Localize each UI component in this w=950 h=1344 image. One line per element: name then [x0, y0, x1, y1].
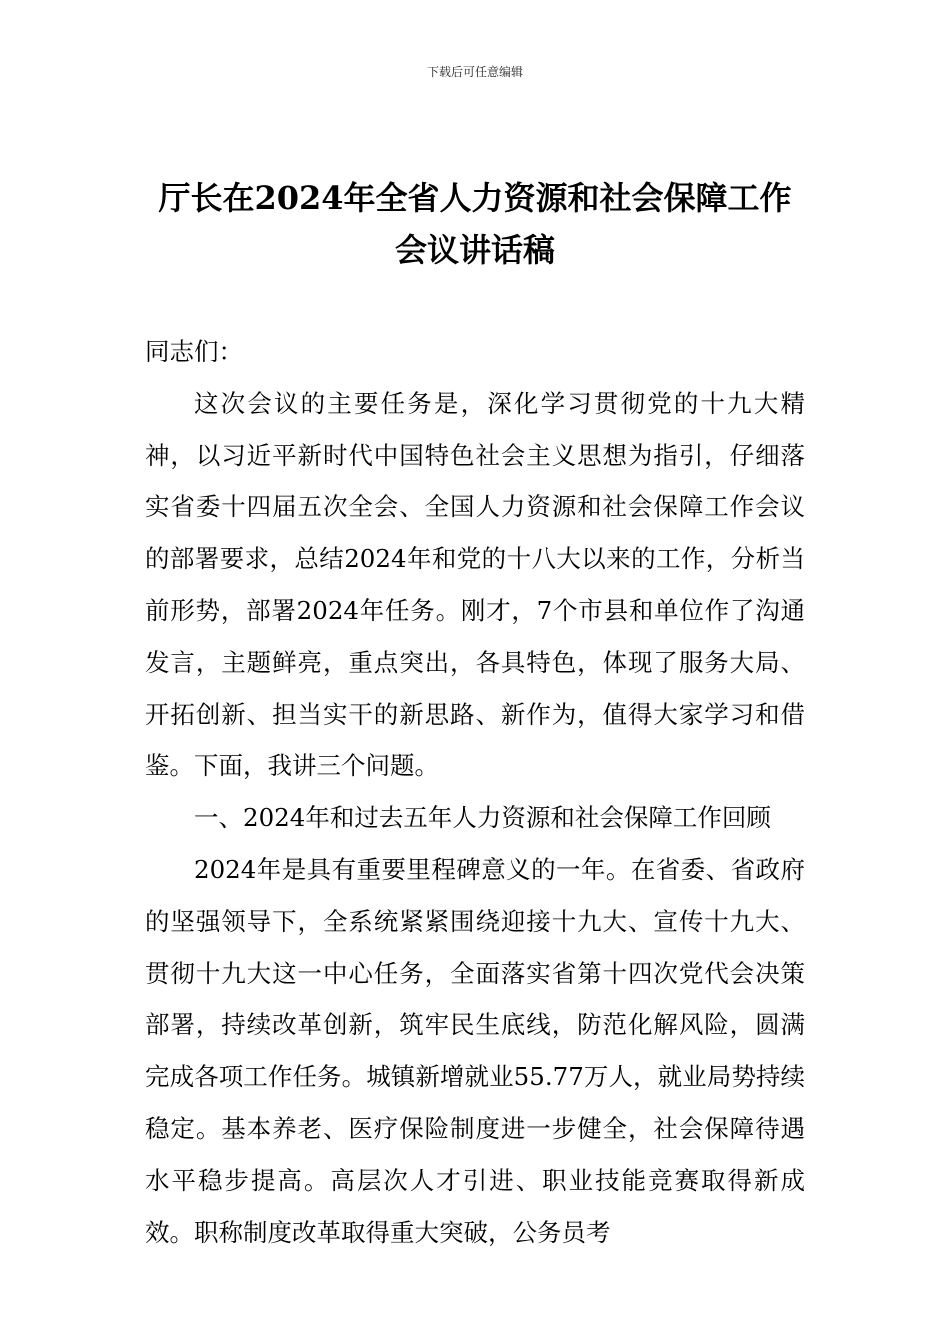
paragraph-intro: 这次会议的主要任务是，深化学习贯彻党的十九大精神，以习近平新时代中国特色社会主义思想为指引，仔细落实省委十四届五次全会、全国人力资源和社会保障工作会议的部署要求，总结2024年和党的十八大以来的工作，分析当前形势，部署2024年任务。刚才，7个市县和单位作了沟通发言，主题鲜亮，重点突出，各具特色，体现了服务大局、开拓创新、担当实干的新思路、新作为，值得大家学习和借鉴。下面，我讲三个问题。 [145, 388, 805, 781]
salutation: 同志们： [145, 337, 243, 366]
document-body [145, 326, 805, 1258]
section-heading-1: 一、2024年和过去五年人力资源和社会保障工作回顾 [194, 803, 771, 833]
paragraph-review: 2024年是具有重要里程碑意义的一年。在省委、省政府的坚强领导下，全系统紧紧围绕迎接十九大、宣传十九大、贯彻十九大这一中心任务，全面落实省第十四次党代会决策部署，持续改革创新，筑牢民生底线，防范化解风险，圆满完成各项工作任务。城镇新增就业55.77万人，就业局势持续稳定。基本养老、医疗保险制度进一步健全，社会保障待遇水平稳步提高。高层次人才引进、职业技能竞赛取得新成效。职称制度改革取得重大突破，公务员考 [145, 854, 805, 1247]
document-title: 厅长在2024年全省人力资源和社会保障工作会议讲话稿 [158, 179, 792, 269]
header-note: 下载后可任意编辑 [426, 65, 523, 79]
